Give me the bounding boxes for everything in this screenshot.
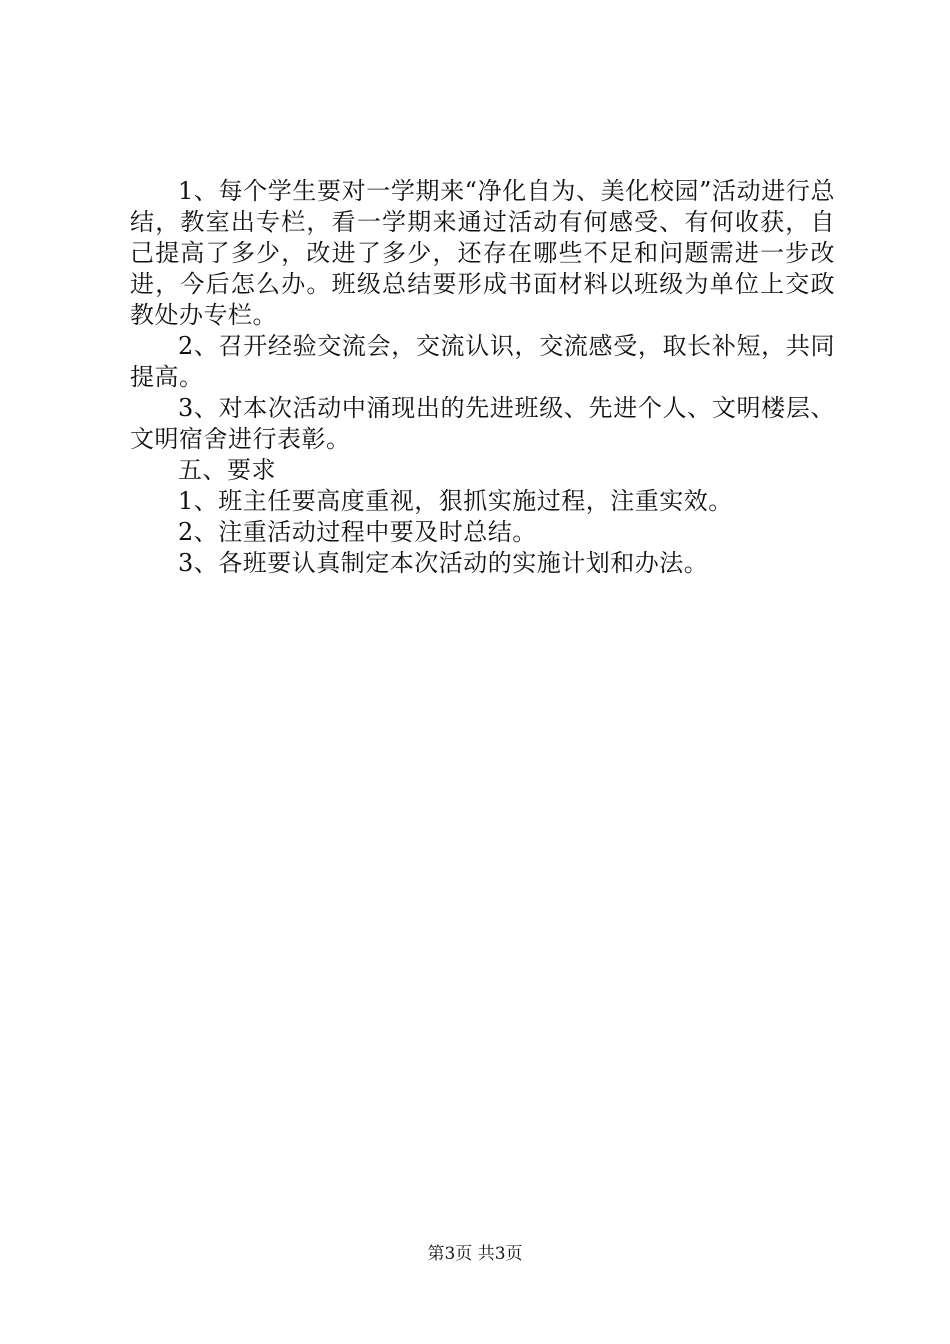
page-number-footer: 第3页 共3页 — [427, 1244, 523, 1264]
paragraph-commendation: 3、对本次活动中涌现出的先进班级、先进个人、文明楼层、文明宿舍进行表彰。 — [130, 394, 835, 453]
requirement-item-1: 1、班主任要高度重视，狠抓实施过程，注重实效。 — [178, 487, 733, 515]
document-body — [130, 176, 835, 579]
requirement-item-3: 3、各班要认真制定本次活动的实施计划和办法。 — [178, 549, 709, 577]
section-heading-requirements: 五、要求 — [178, 456, 276, 484]
paragraph-experience-exchange: 2、召开经验交流会，交流认识，交流感受，取长补短，共同提高。 — [130, 332, 835, 391]
requirement-item-2: 2、注重活动过程中要及时总结。 — [178, 518, 537, 546]
paragraph-summary-requirement: 1、每个学生要对一学期来“净化自为、美化校园”活动进行总结，教室出专栏，看一学期来通过活动有何感受、有何收获，自己提高了多少，改进了多少，还存在哪些不足和问题需进一步改进，今后怎么办。班级总结要形成书面材料以班级为单位上交政教处办专栏。 — [130, 177, 835, 329]
